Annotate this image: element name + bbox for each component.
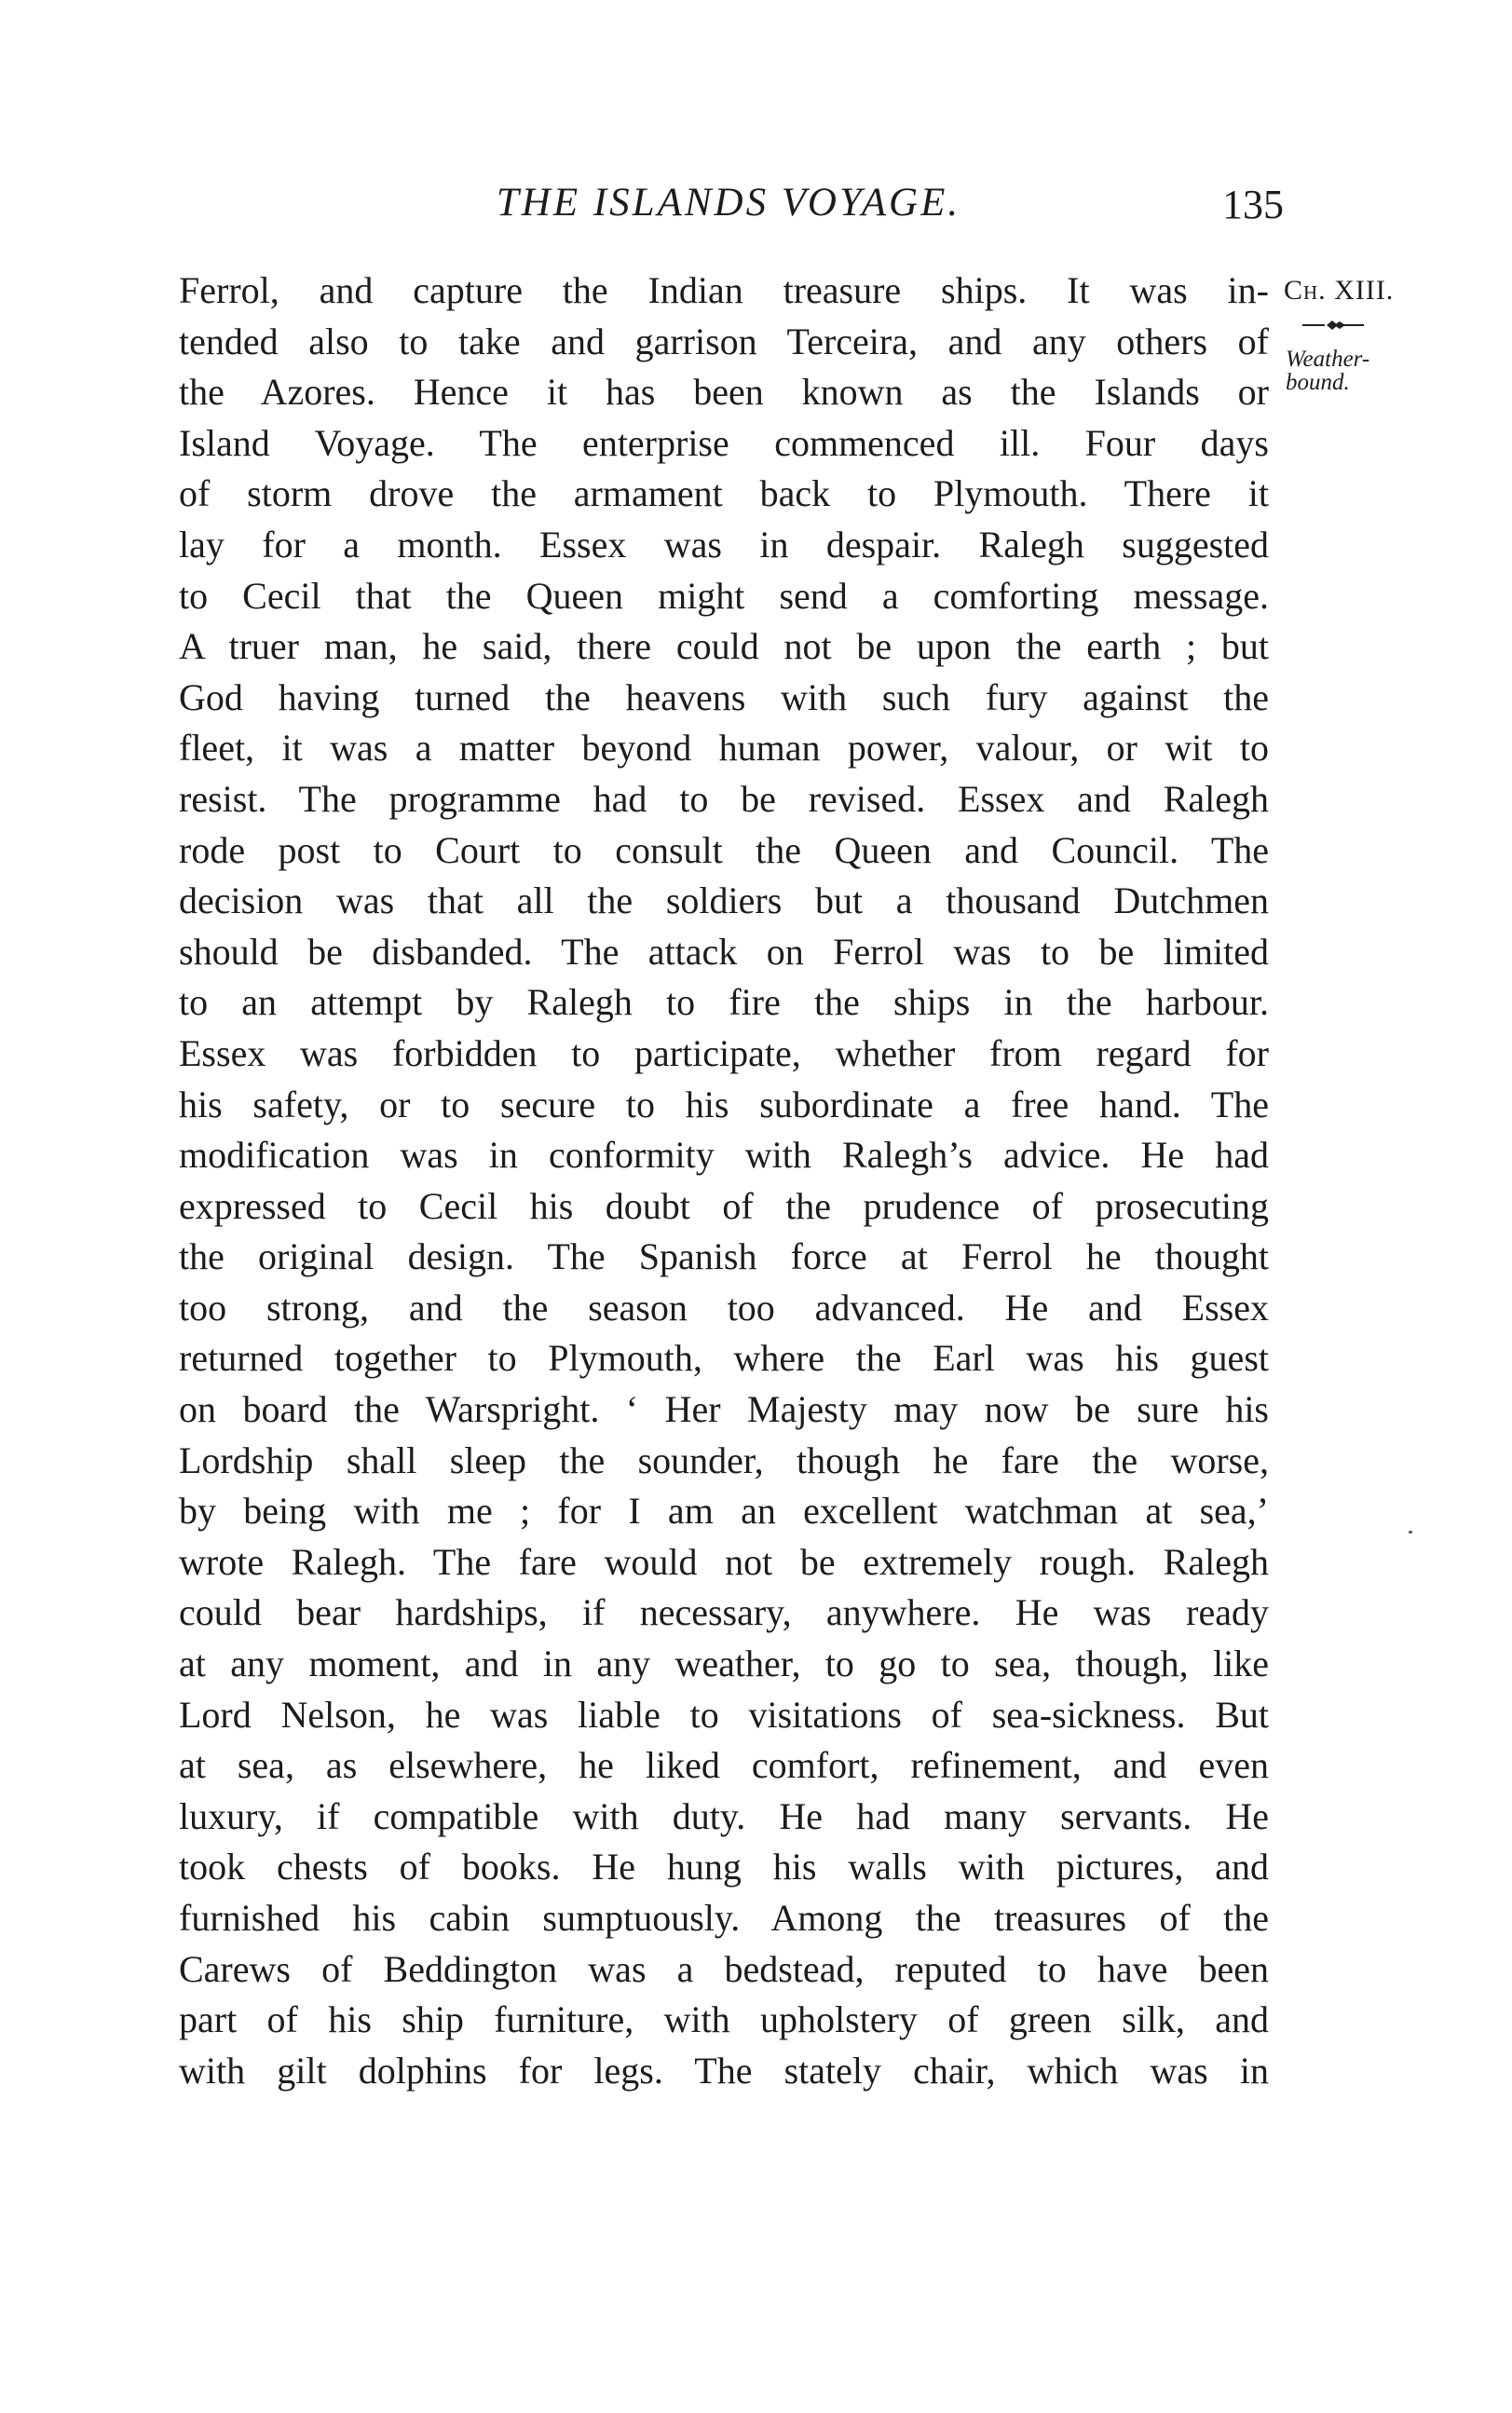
text-line: the Azores. Hence it has been known as the Islands or xyxy=(179,371,1269,414)
text-line: resist. The programme had to be revised. Essex and Ralegh xyxy=(179,777,1269,820)
text-line: part of his ship furniture, with upholstery of green silk, and xyxy=(179,1998,1269,2041)
text-line: Essex was forbidden to participate, whether from regard for xyxy=(179,1031,1269,1074)
text-line: too strong, and the season too advanced. He and Essex xyxy=(179,1286,1269,1329)
text-line: at any moment, and in any weather, to go to sea, though, like xyxy=(179,1643,1269,1685)
text-line: expressed to Cecil his doubt of the prudence of prosecuting xyxy=(179,1184,1269,1227)
body-text xyxy=(179,266,1269,2096)
text-line: rode post to Court to consult the Queen and Council. The xyxy=(179,828,1269,871)
text-line: lay for a month. Essex was in despair. Ralegh suggested xyxy=(179,523,1269,566)
text-line: Island Voyage. The enterprise commenced ill. Four days xyxy=(179,421,1269,464)
text-line: God having turned the heavens with such fury against the xyxy=(179,675,1269,718)
text-line: tended also to take and garrison Terceira, and any others of xyxy=(179,320,1269,362)
text-line: on board the Warspright. ‘ Her Majesty may now be sure his xyxy=(179,1388,1269,1431)
text-line: at sea, as elsewhere, he liked comfort, refinement, and even xyxy=(179,1744,1269,1787)
running-title: THE ISLANDS VOYAGE. xyxy=(496,181,961,225)
text-line: his safety, or to secure to his subordinate a free hand. The xyxy=(179,1083,1269,1125)
text-line: A truer man, he said, there could not be upon the earth ; but xyxy=(179,625,1269,668)
text-line: of storm drove the armament back to Plymouth. There it xyxy=(179,472,1269,515)
text-line: decision was that all the soldiers but a thousand Dutchmen xyxy=(179,879,1269,922)
text-line: Carews of Beddington was a bedstead, reputed to have been xyxy=(179,1947,1269,1990)
text-line: to Cecil that the Queen might send a comforting message. xyxy=(179,574,1269,617)
side-note-line: Weather- xyxy=(1286,347,1370,372)
side-note xyxy=(1286,348,1470,394)
stray-ink-mark xyxy=(1409,1531,1412,1534)
page-number: 135 xyxy=(1222,182,1284,227)
text-line: furnished his cabin sumptuously. Among the treasures of the xyxy=(179,1897,1269,1939)
text-line: to an attempt by Ralegh to fire the ships in the harbour. xyxy=(179,981,1269,1024)
text-line: Ferrol, and capture the Indian treasure ships. It was in- xyxy=(179,269,1269,311)
chapter-label: Ch. XIII. xyxy=(1284,275,1395,306)
text-line: luxury, if compatible with duty. He had many servants. He xyxy=(179,1794,1269,1837)
text-line: should be disbanded. The attack on Ferrol was to be limited xyxy=(179,930,1269,973)
text-line: Lord Nelson, he was liable to visitations of sea-sickness. But xyxy=(179,1693,1269,1736)
text-line: with gilt dolphins for legs. The stately chair, which was in xyxy=(179,2049,1269,2092)
text-line: Lordship shall sleep the sounder, though he fare the worse, xyxy=(179,1438,1269,1481)
text-line: by being with me ; for I am an excellent watchman at sea,’ xyxy=(179,1490,1269,1533)
text-line: wrote Ralegh. The fare would not be extremely rough. Ralegh xyxy=(179,1540,1269,1583)
text-line: returned together to Plymouth, where the Earl was his guest xyxy=(179,1337,1269,1380)
text-line: took chests of books. He hung his walls with pictures, and xyxy=(179,1846,1269,1888)
side-note-line: bound. xyxy=(1286,370,1350,395)
text-line: fleet, it was a matter beyond human power, valour, or wit to xyxy=(179,727,1269,770)
margin-notes xyxy=(1284,266,1470,394)
text-line: modification was in conformity with Ralegh’s advice. He had xyxy=(179,1134,1269,1177)
text-line: the original design. The Spanish force at Ferrol he thought xyxy=(179,1235,1269,1278)
ornament-rule-icon xyxy=(1301,316,1366,344)
text-line: could bear hardships, if necessary, anywhere. He was ready xyxy=(179,1591,1269,1634)
running-head xyxy=(179,175,1284,231)
